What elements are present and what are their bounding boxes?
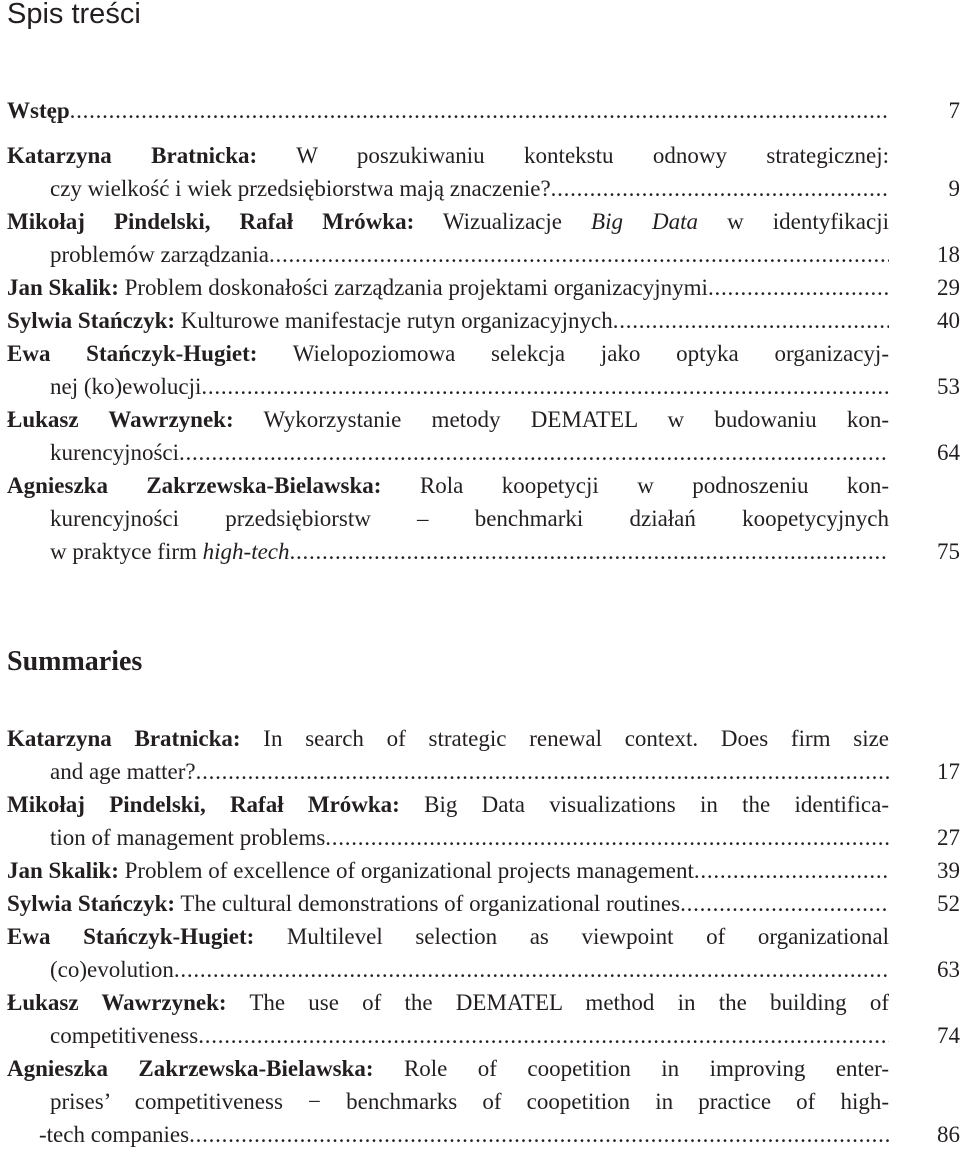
entry-title: kurencyjności przedsiębiorstw – benchmarki działań koopetycyjnych	[50, 506, 889, 531]
summary-entry	[7, 887, 960, 920]
summary-entry-line	[7, 722, 889, 755]
summary-entry-line	[7, 953, 889, 986]
page-number: 9	[948, 176, 960, 201]
entry-author: Jan Skalik:	[7, 275, 119, 300]
entry-author: Łukasz Wawrzynek:	[7, 407, 234, 432]
toc-entry-text-run	[7, 304, 613, 337]
toc-entry	[7, 205, 960, 271]
entry-author: Agnieszka Zakrzewska-Bielawska:	[7, 1056, 374, 1081]
toc-entry-text-run	[50, 436, 179, 469]
toc-entry-line	[7, 271, 889, 304]
dot-leader	[269, 238, 889, 271]
page-number: 63	[937, 957, 960, 982]
entry-title: competitiveness	[50, 1023, 199, 1048]
entry-title: nej (ko)ewolucji	[50, 374, 202, 399]
entry-author: Ewa Stańczyk-Hugiet:	[7, 924, 255, 949]
entry-title: Problem doskonałości zarządzania projektami organizacyjnymi	[124, 275, 708, 300]
toc-entry-line	[7, 238, 889, 271]
toc-entry-line	[7, 172, 889, 205]
entry-title: Kulturowe manifestacje rutyn organizacyjnych	[180, 308, 613, 333]
entry-author: Mikołaj Pindelski, Rafał Mrówka:	[7, 792, 400, 817]
entry-title: (co)evolution	[50, 957, 174, 982]
summary-entry-line	[7, 788, 889, 821]
summary-entry-text-run	[7, 854, 694, 887]
summary-entry-line	[7, 854, 889, 887]
page-number: 86	[937, 1122, 960, 1147]
summary-entry-text-run	[50, 755, 196, 788]
summary-entry-text-run	[50, 1019, 198, 1052]
toc-entry-text-run	[50, 172, 551, 205]
summaries-list	[7, 722, 960, 1151]
dot-leader	[198, 1019, 889, 1052]
page-number: 64	[937, 440, 960, 465]
toc-entry-text-run	[50, 370, 201, 403]
toc-entry-text-run	[7, 271, 708, 304]
toc-entry-line	[7, 535, 889, 568]
entry-title: Multilevel selection as viewpoint of organizational	[286, 924, 889, 949]
entry-title: and age matter?	[50, 759, 196, 784]
toc-entry-line	[7, 304, 889, 337]
entry-title: tion of management problems	[50, 825, 326, 850]
summary-entry-text-run	[50, 821, 325, 854]
entry-title: problemów zarządzania	[50, 242, 270, 267]
toc-entry-line	[7, 139, 889, 172]
summary-entry-line	[7, 821, 889, 854]
entry-title: Rola koopetycji w podnoszeniu kon-	[419, 473, 889, 498]
toc-entry-line	[7, 94, 889, 127]
entry-title: In search of strategic renewal context. Does firm size	[263, 726, 889, 751]
page-number: 7	[948, 98, 960, 123]
dot-leader	[325, 821, 889, 854]
entry-author: Łukasz Wawrzynek:	[7, 990, 227, 1015]
dot-leader	[708, 271, 889, 304]
entry-title: kurencyjności	[50, 440, 180, 465]
entry-author: Agnieszka Zakrzewska-Bielawska:	[7, 473, 382, 498]
toc-entry-text-run	[7, 94, 70, 127]
toc-entry-line	[7, 502, 889, 535]
toc-entry-text-run	[50, 238, 269, 271]
toc-entry	[7, 94, 960, 127]
page-number: 52	[937, 891, 960, 916]
toc-entry-line	[7, 370, 889, 403]
entry-title: prises’ competitiveness − benchmarks of coopetition in practice of high-	[50, 1089, 889, 1114]
dot-leader	[189, 1118, 889, 1151]
entry-title: -tech companies	[39, 1122, 190, 1147]
page-number: 75	[937, 539, 960, 564]
entry-author: Wstęp	[7, 98, 70, 123]
toc-entry-line	[7, 469, 889, 502]
entry-title: The cultural demonstrations of organizational routines	[180, 891, 681, 916]
toc-entry-line	[7, 436, 889, 469]
summary-entry	[7, 722, 960, 788]
toc-entry	[7, 403, 960, 469]
page-number: 40	[937, 308, 960, 333]
page-number: 29	[937, 275, 960, 300]
summary-entry-line	[7, 887, 889, 920]
dot-leader	[196, 755, 889, 788]
dot-leader	[680, 887, 889, 920]
entry-title: Big Data visualizations in the identifica-	[424, 792, 889, 817]
dot-leader	[694, 854, 889, 887]
summary-entry-line	[7, 986, 889, 1019]
contents-heading: Spis treści	[7, 0, 141, 30]
summary-entry-line	[7, 1118, 889, 1151]
entry-title: Problem of excellence of organizational projects management	[124, 858, 694, 883]
page-number: 39	[937, 858, 960, 883]
summaries-heading: Summaries	[7, 646, 143, 677]
dot-leader	[174, 953, 889, 986]
summary-entry-text-run	[50, 953, 174, 986]
summary-entry-line	[7, 920, 889, 953]
toc-entry	[7, 469, 960, 568]
dot-leader	[613, 304, 889, 337]
summary-entry-text-run	[7, 887, 680, 920]
entry-author: Sylwia Stańczyk:	[7, 308, 176, 333]
dot-leader	[70, 94, 889, 127]
dot-leader	[551, 172, 889, 205]
dot-leader	[179, 436, 889, 469]
entry-author: Ewa Stańczyk-Hugiet:	[7, 341, 258, 366]
toc-list	[7, 94, 960, 568]
page-number: 74	[937, 1023, 960, 1048]
toc-entry-text-run	[50, 535, 290, 568]
toc-entry	[7, 271, 960, 304]
page-number: 18	[937, 242, 960, 267]
spacer	[7, 127, 960, 139]
toc-entry	[7, 139, 960, 205]
summary-entry	[7, 854, 960, 887]
summary-entry-line	[7, 1085, 889, 1118]
entry-title: czy wielkość i wiek przedsiębiorstwa mają znaczenie?	[50, 176, 551, 201]
entry-author: Sylwia Stańczyk:	[7, 891, 176, 916]
summary-entry-text-run	[39, 1118, 189, 1151]
entry-title: Wykorzystanie metody DEMATEL w budowaniu kon-	[263, 407, 889, 432]
toc-entry-line	[7, 403, 889, 436]
entry-author: Katarzyna Bratnicka:	[7, 143, 258, 168]
entry-title: Role of coopetition in improving enter-	[403, 1056, 889, 1081]
entry-title: W poszukiwaniu kontekstu odnowy strategicznej:	[296, 143, 889, 168]
page-number: 27	[937, 825, 960, 850]
summary-entry-line	[7, 755, 889, 788]
toc-entry	[7, 304, 960, 337]
entry-title: w praktyce firm	[50, 539, 197, 564]
summary-entry-line	[7, 1052, 889, 1085]
entry-title: Wielopoziomowa selekcja jako optyka organizacyj-	[292, 341, 889, 366]
summary-entry	[7, 788, 960, 854]
summary-entry	[7, 1052, 960, 1151]
toc-entry-line	[7, 205, 889, 238]
entry-author: Mikołaj Pindelski, Rafał Mrówka:	[7, 209, 415, 234]
summary-entry	[7, 986, 960, 1052]
dot-leader	[290, 535, 890, 568]
dot-leader	[201, 370, 889, 403]
entry-author: Jan Skalik:	[7, 858, 119, 883]
entry-title-italic: high-tech	[202, 539, 290, 564]
summary-entry-line	[7, 1019, 889, 1052]
entry-title-cont: w identyfikacji	[727, 209, 889, 234]
toc-entry-line	[7, 337, 889, 370]
page-number: 53	[937, 374, 960, 399]
toc-entry	[7, 337, 960, 403]
entry-title: The use of the DEMATEL method in the building of	[249, 990, 889, 1015]
summary-entry	[7, 920, 960, 986]
entry-title-italic: Big Data	[591, 209, 699, 234]
entry-author: Katarzyna Bratnicka:	[7, 726, 241, 751]
entry-title: Wizualizacje	[442, 209, 562, 234]
page-number: 17	[937, 759, 960, 784]
